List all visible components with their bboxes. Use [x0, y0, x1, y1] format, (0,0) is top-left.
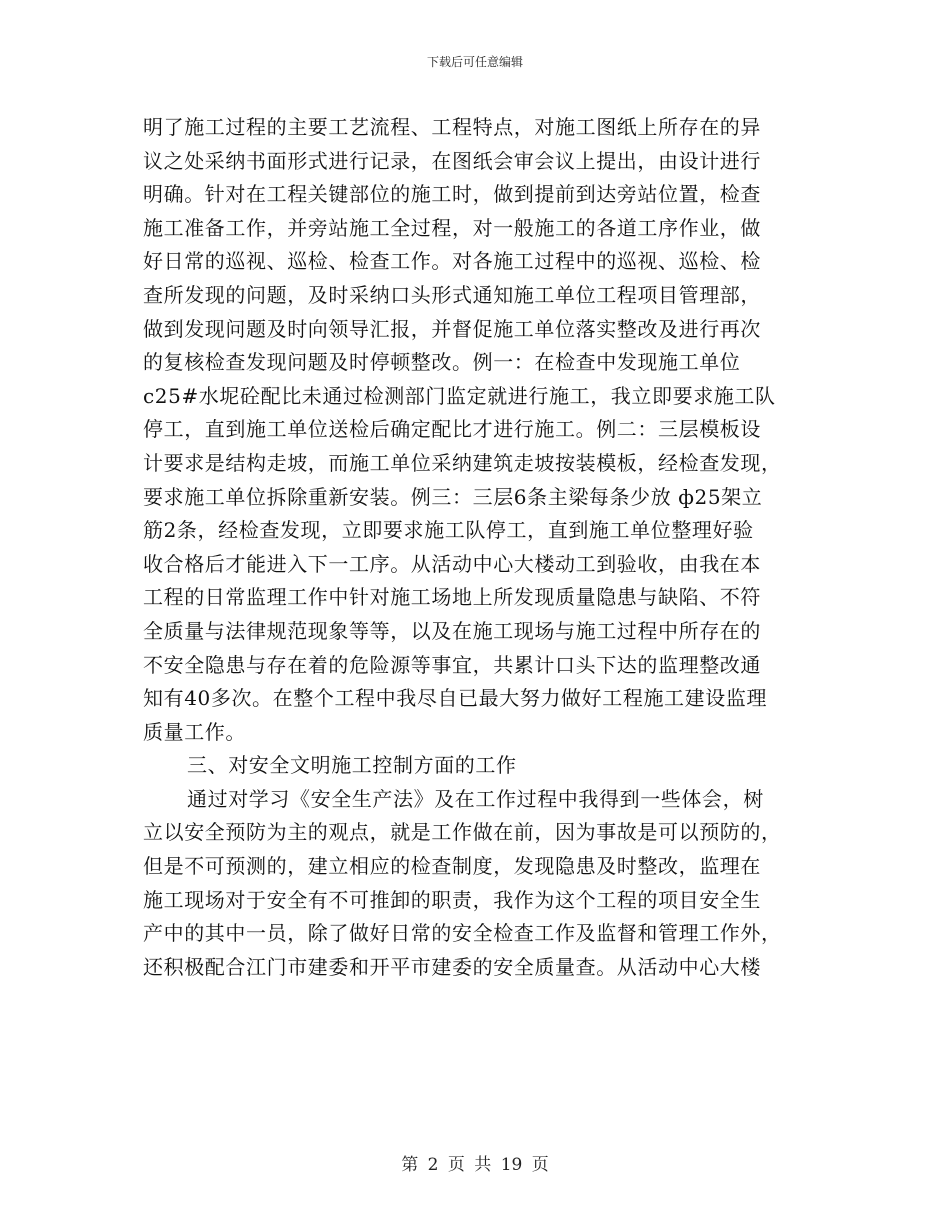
text-line: 好日常的巡视、巡检、检查工作。对各施工过程中的巡视、巡检、检: [143, 249, 761, 274]
page-footer: 第 2 页 共 19 页: [401, 1155, 549, 1175]
text-line: 计要求是结构走坡，而施工单位采纳建筑走坡按装模板，经检查发现，: [143, 450, 782, 475]
text-line: 全质量与法律规范现象等等，以及在施工现场与施工过程中所存在的: [143, 618, 761, 643]
paragraph-safety-control: [143, 783, 807, 985]
text-line: 停工，直到施工单位送检后确定配比才进行施工。例二：三层模板设: [143, 417, 761, 442]
text-line: 施工准备工作，并旁站施工全过程，对一般施工的各道工序作业，做: [143, 215, 761, 240]
paragraph-quality-control: [143, 111, 807, 749]
text-line: 还积极配合江门市建委和开平市建委的安全质量查。从活动中心大楼: [143, 954, 761, 979]
text-line: 产中的其中一员，除了做好日常的安全检查工作及监督和管理工作外，: [143, 921, 782, 946]
document-body: [143, 111, 807, 984]
text-line: 工程的日常监理工作中针对施工场地上所发现质量隐患与缺陷、不符: [143, 585, 761, 610]
text-line: 明确。针对在工程关键部位的施工时，做到提前到达旁站位置，检查: [143, 182, 761, 207]
section-heading: [143, 749, 807, 783]
text-line: 立以安全预防为主的观点，就是工作做在前，因为事故是可以预防的，: [143, 820, 782, 845]
text-line: 收合格后才能进入下一工序。从活动中心大楼动工到验收，由我在本: [143, 551, 761, 576]
text-line: 做到发现问题及时向领导汇报，并督促施工单位落实整改及进行再次: [143, 316, 761, 341]
text-line: 议之处采纳书面形式进行记录，在图纸会审会议上提出，由设计进行: [143, 148, 761, 173]
text-line: 质量工作。: [143, 719, 246, 744]
text-line: c25#水坭砼配比未通过检测部门监定就进行施工，我立即要求施工队: [143, 383, 776, 408]
text-line: 明了施工过程的主要工艺流程、工程特点，对施工图纸上所存在的异: [143, 115, 761, 139]
text-line: 通过对学习《安全生产法》及在工作过程中我得到一些体会，树: [187, 786, 764, 811]
text-line: 的复核检查发现问题及时停顿整改。例一：在检查中发现施工单位: [143, 350, 741, 375]
text-line: 要求施工单位拆除重新安装。例三：三层6条主梁每条少放 ф25架立: [143, 484, 763, 509]
text-line: 但是不可预测的，建立相应的检查制度，发现隐患及时整改，监理在: [143, 854, 761, 879]
text-line: 施工现场对于安全有不可推卸的职责，我作为这个工程的项目安全生: [143, 887, 761, 912]
page-header: 下载后可任意编辑: [426, 55, 523, 69]
text-line: 不安全隐患与存在着的危险源等事宜，共累计口头下达的监理整改通: [143, 652, 761, 677]
heading-line: 三、对安全文明施工控制方面的工作: [187, 753, 517, 778]
text-line: 筋2条，经检查发现，立即要求施工队停工，直到施工单位整理好验: [143, 518, 754, 543]
text-line: 查所发现的问题，及时采纳口头形式通知施工单位工程项目管理部，: [143, 282, 761, 307]
text-line: 知有40多次。在整个工程中我尽自已最大努力做好工程施工建设监理: [143, 686, 768, 711]
